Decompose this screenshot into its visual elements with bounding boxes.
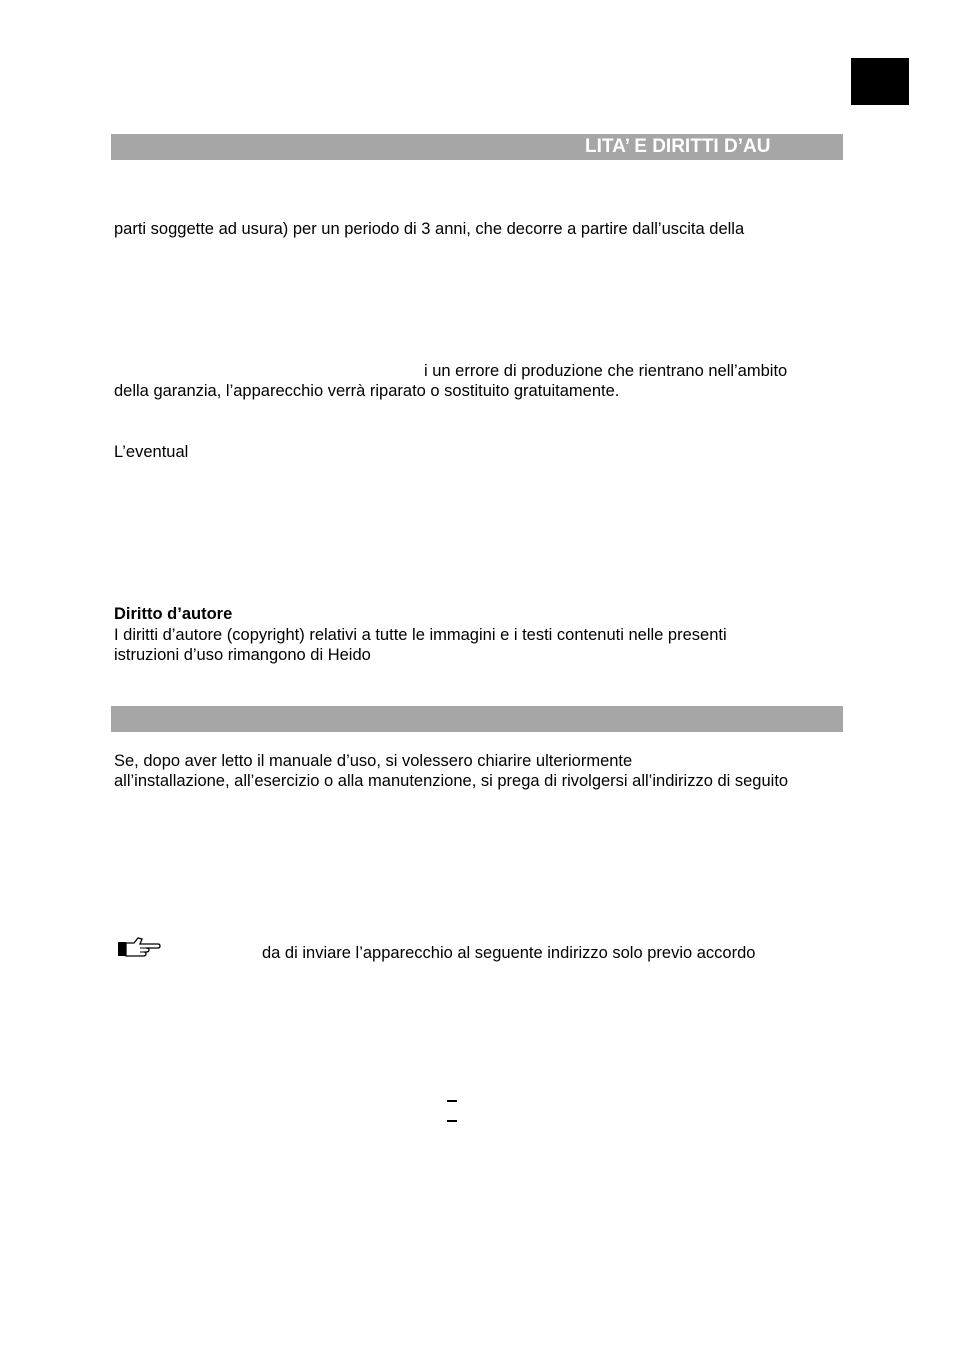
dash-mark	[447, 1120, 457, 1122]
section-header-bar-2	[111, 706, 843, 732]
warranty-line-1: parti soggette ad usura) per un periodo di 3 anni, che decorre a partire dall’uscita della	[114, 220, 745, 238]
section-header-bar	[111, 134, 843, 160]
dash-mark	[447, 1100, 457, 1102]
service-line-1: Se, dopo aver letto il manuale d’uso, si volessero chiarire ulteriormente	[114, 752, 633, 770]
warranty-line-4: L’eventual	[114, 443, 189, 461]
service-line-2: all’installazione, all’esercizio o alla manutenzione, si prega di rivolgersi all’indirizzo di seguito	[114, 772, 789, 790]
copyright-heading: Diritto d’autore	[114, 605, 233, 623]
warranty-line-3: della garanzia, l’apparecchio verrà riparato o sostituito gratuitamente.	[114, 382, 620, 400]
warranty-line-2: i un errore di produzione che rientrano nell’ambito	[424, 362, 788, 380]
language-tab-marker	[851, 58, 909, 105]
copyright-line-2: istruzioni d’uso rimangono di Heido	[114, 646, 371, 664]
section-title: LITA’ E DIRITTI D’AU	[585, 136, 771, 157]
service-note: da di inviare l’apparecchio al seguente indirizzo solo previo accordo	[262, 944, 756, 962]
pointing-hand-icon	[116, 936, 162, 965]
copyright-line-1: I diritti d’autore (copyright) relativi a tutte le immagini e i testi contenuti nelle presenti	[114, 626, 727, 644]
